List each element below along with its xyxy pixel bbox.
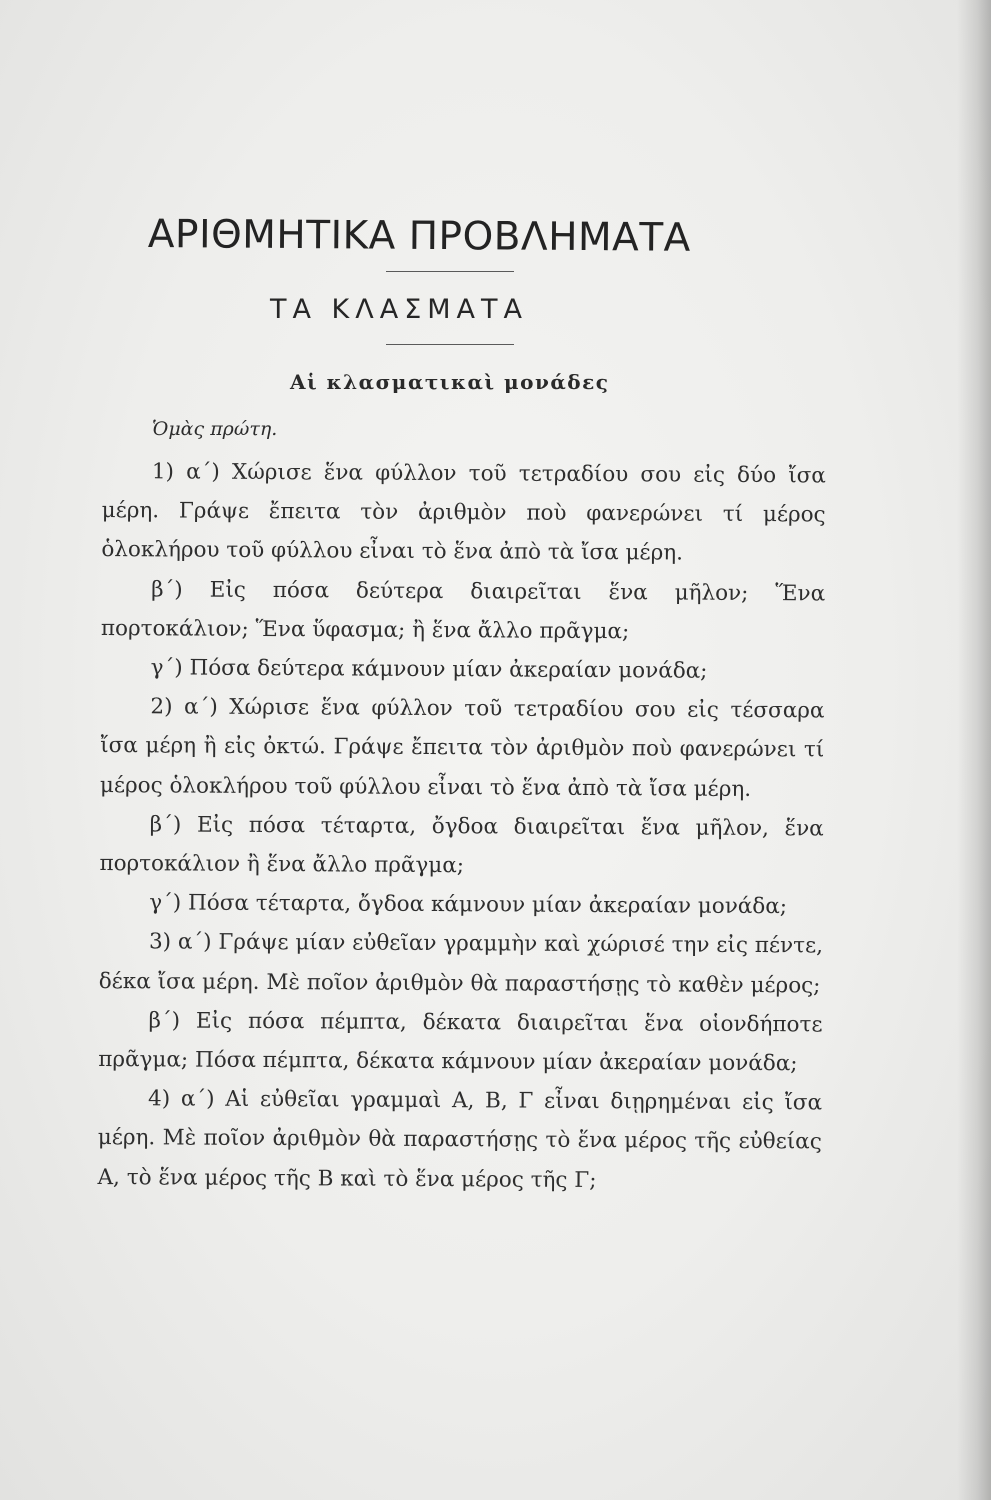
paragraph-1c: γ΄) Πόσα δεύτερα κάμνουν μίαν ἀκεραίαν μονάδα; xyxy=(150,655,708,684)
chapter-divider xyxy=(386,344,514,345)
paragraph-2c: γ΄) Πόσα τέταρτα, ὄγδοα κάμνουν μίαν ἀκεραίαν μονάδα; xyxy=(149,890,788,920)
title-divider xyxy=(386,271,514,272)
paragraph-1a: 1) α΄) Χώρισε ἕνα φύλλον τοῦ τετραδίου σου εἰς δύο ἴσα μέρη. Γράψε ἔπειτα τὸν ἀριθμὸν ποὺ φανερώνει τί μέρος ὁλοκλήρου τοῦ φύλλου εἶναι τὸ ἕνα ἀπὸ τὰ ἴσα μέρη. xyxy=(101,459,826,566)
chapter-title: ΤΑ ΚΛΑΣΜΑΤΑ xyxy=(270,294,528,325)
paragraph-4a: 4) α΄) Αἱ εὐθεῖαι γραμμαὶ Α, Β, Γ εἶναι διῃρημέναι εἰς ἴσα μέρη. Μὲ ποῖον ἀριθμὸν θὰ παραστήσῃς τὸ ἕνα μέρος τῆς εὐθείας Α, τὸ ἕνα μέρος τῆς Β καὶ τὸ ἕνα μέρος τῆς Γ; xyxy=(97,1086,823,1193)
paragraph-3b: β΄) Εἰς πόσα πέμπτα, δέκατα διαιρεῖται ἕνα οἱονδήποτε πρᾶγμα; Πόσα πέμπτα, δέκατα κάμνουν μίαν ἀκεραίαν μονάδα; xyxy=(98,1008,823,1077)
paragraph-3a: 3) α΄) Γράψε μίαν εὐθεῖαν γραμμὴν καὶ χώρισέ την εἰς πέντε, δέκα ἴσα μέρη. Μὲ ποῖον ἀριθμὸν θὰ παραστήσῃς τὸ καθὲν μέρος; xyxy=(98,929,824,999)
section-heading: Αἱ κλασματικαὶ μονάδες xyxy=(290,370,610,394)
paragraph-2a: 2) α΄) Χώρισε ἕνα φύλλον τοῦ τετραδίου σου εἰς τέσσαρα ἴσα μέρη ἢ εἰς ὀκτώ. Γράψε ἔπειτα τὸν ἀριθμὸν ποὺ φανερώνει τί μέρος ὁλοκλήρου τοῦ φύλλου εἶναι τὸ ἕνα ἀπὸ τὰ ἴσα μέρη. xyxy=(99,694,825,802)
page-title: ΑΡΙΘΜΗΤΙΚΑ ΠΡΟΒΛΗΜΑΤΑ xyxy=(147,212,691,261)
page-edge-shadow xyxy=(957,0,991,1500)
paragraph-1b: β΄) Εἰς πόσα δεύτερα διαιρεῖται ἕνα μῆλον; Ἕνα πορτοκάλιον; Ἕνα ὕφασμα; ἢ ἕνα ἄλλο πρᾶγμα; xyxy=(100,576,826,645)
paragraph-2b: β΄) Εἰς πόσα τέταρτα, ὄγδοα διαιρεῖται ἕνα μῆλον, ἕνα πορτοκάλιον ἢ ἕνα ἄλλο πρᾶγμα; xyxy=(99,812,824,879)
body-text xyxy=(97,452,826,1201)
group-label: Ὁμὰς πρώτη. xyxy=(152,418,278,440)
